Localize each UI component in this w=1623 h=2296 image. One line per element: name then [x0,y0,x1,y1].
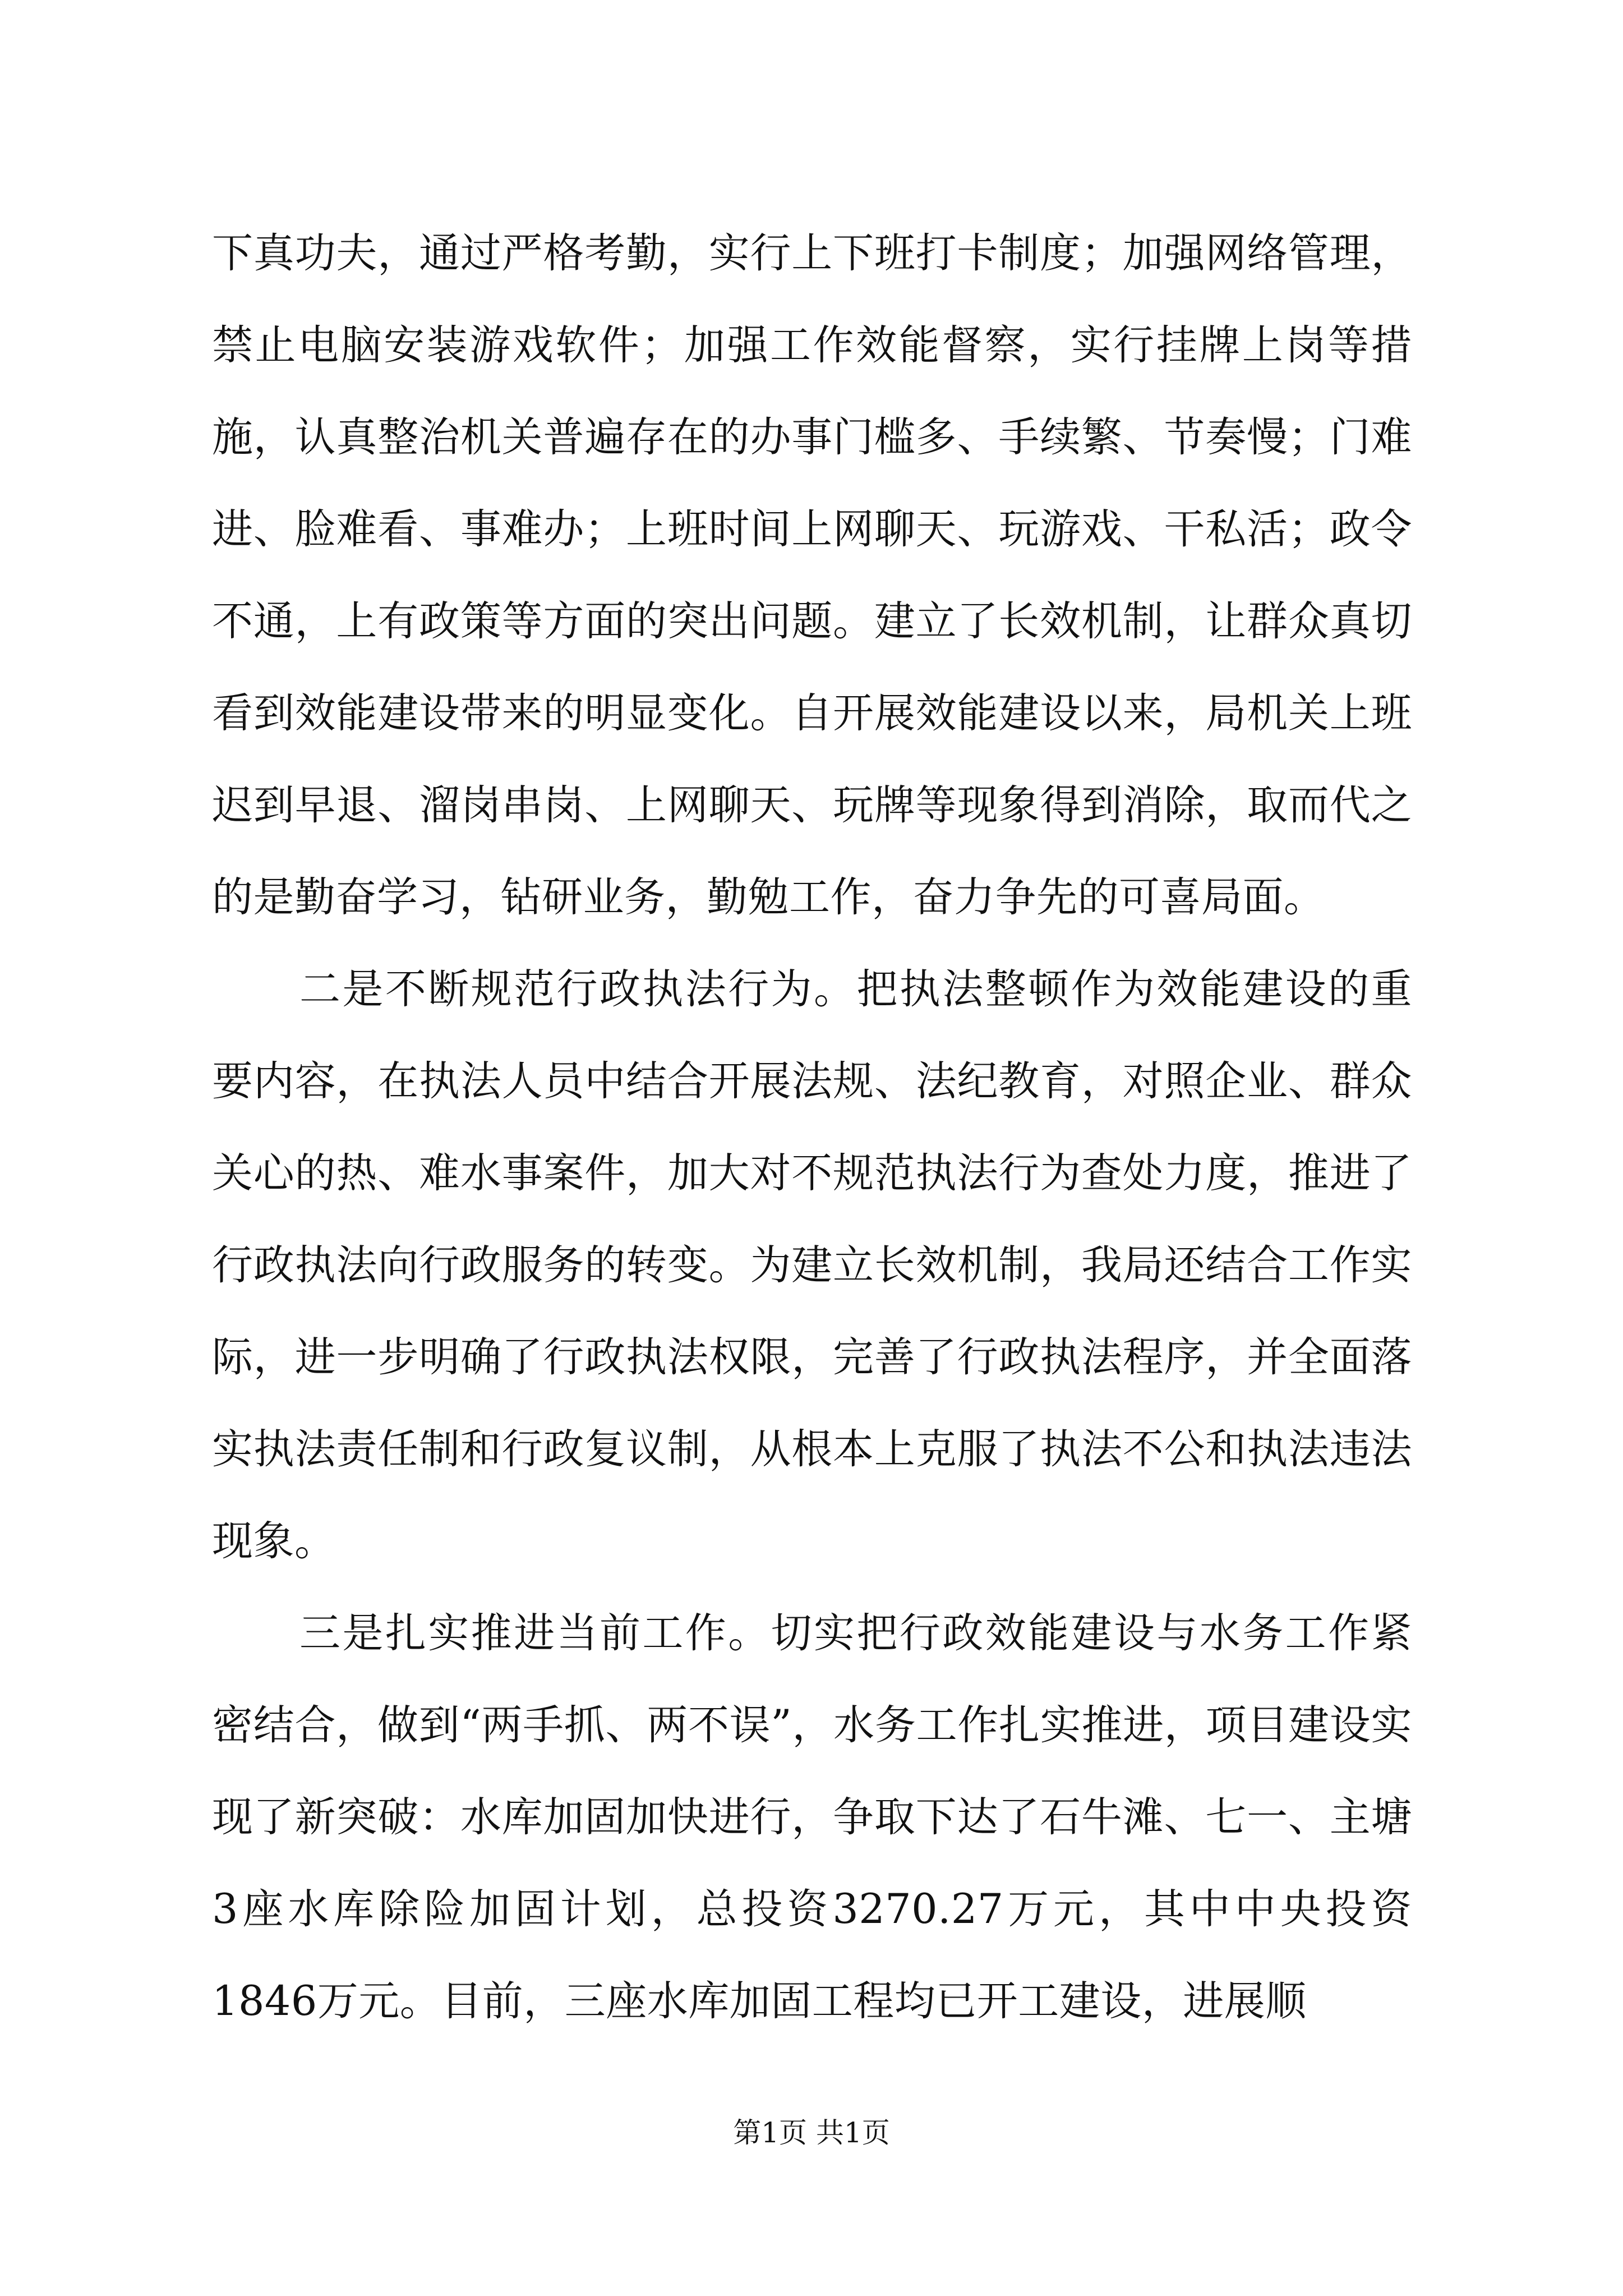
paragraph-2: 二是不断规范行政执法行为。把执法整顿作为效能建设的重要内容，在执法人员中结合开展法规、法纪教育，对照企业、群众关心的热、难水事案件，加大对不规范执法行为查处力度，推进了行政执法向行政服务的转变。为建立长效机制，我局还结合工作实际，进一步明确了行政执法权限，完善了行政执法程序，并全面落实执法责任制和行政复议制，从根本上克服了执法不公和执法违法现象。 [212,965,1412,1565]
document-body [212,208,1412,2047]
paragraph-3: 三是扎实推进当前工作。切实把行政效能建设与水务工作紧密结合，做到“两手抓、两不误”，水务工作扎实推进，项目建设实现了新突破：水库加固加快进行，争取下达了石牛滩、七一、主塘3座水库除险加固计划，总投资3270.27万元，其中中央投资1846万元。目前，三座水库加固工程均已开工建设，进展顺 [212,1609,1412,2025]
paragraph-1: 下真功夫，通过严格考勤，实行上下班打卡制度；加强网络管理，禁止电脑安装游戏软件；加强工作效能督察，实行挂牌上岗等措施，认真整治机关普遍存在的办事门槛多、手续繁、节奏慢；门难进、脸难看、事难办；上班时间上网聊天、玩游戏、干私活；政令不通，上有政策等方面的突出问题。建立了长效机制，让群众真切看到效能建设带来的明显变化。自开展效能建设以来，局机关上班迟到早退、溜岗串岗、上网聊天、玩牌等现象得到消除，取而代之的是勤奋学习，钻研业务，勤勉工作，奋力争先的可喜局面。 [212,229,1412,921]
page-footer: 第1页 共1页 [733,2116,890,2149]
